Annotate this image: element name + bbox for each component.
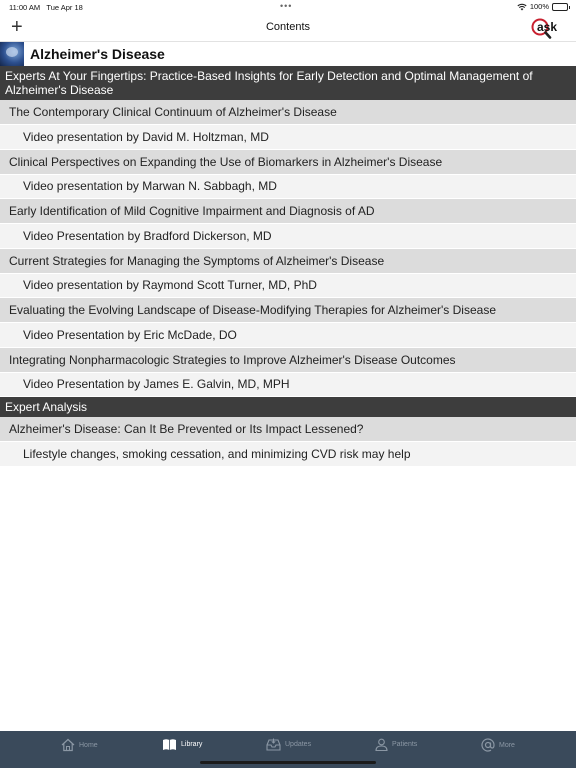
navigation-bar xyxy=(0,14,576,42)
video-row[interactable] xyxy=(0,175,576,200)
row-label: Lifestyle changes, smoking cessation, and minimizing CVD risk may help xyxy=(23,446,411,461)
row-label: Video presentation by David M. Holtzman, MD xyxy=(23,129,269,144)
tab-label: Updates xyxy=(285,741,312,748)
video-row[interactable] xyxy=(0,442,576,467)
row-label: Clinical Perspectives on Expanding the Use of Biomarkers in Alzheimer's Disease xyxy=(9,154,443,169)
article-row[interactable] xyxy=(0,298,576,323)
battery-icon xyxy=(552,3,568,11)
article-row[interactable] xyxy=(0,199,576,224)
status-bar xyxy=(0,0,576,14)
video-row[interactable] xyxy=(0,224,576,249)
video-row[interactable] xyxy=(0,323,576,348)
video-row[interactable] xyxy=(0,373,576,398)
article-row[interactable] xyxy=(0,348,576,373)
book-cover-image xyxy=(0,42,24,66)
article-row[interactable] xyxy=(0,417,576,442)
book-header xyxy=(0,42,576,66)
video-row[interactable] xyxy=(0,125,576,150)
row-label: Evaluating the Evolving Landscape of Disease-Modifying Therapies for Alzheimer's Disease xyxy=(9,303,496,317)
article-row[interactable] xyxy=(0,100,576,125)
row-label: Video Presentation by Bradford Dickerson, MD xyxy=(23,228,272,243)
tab-label: Patients xyxy=(392,741,418,748)
section-header: Expert Analysis xyxy=(0,397,576,417)
home-icon xyxy=(61,738,75,752)
plus-icon[interactable]: + xyxy=(11,16,23,38)
at-icon xyxy=(481,738,495,752)
inbox-icon xyxy=(266,738,281,751)
tab-more[interactable] xyxy=(481,738,515,752)
row-label: Video presentation by Marwan N. Sabbagh, MD xyxy=(23,179,277,194)
ask-logo-icon[interactable] xyxy=(530,17,564,39)
row-label: Early Identification of Mild Cognitive Impairment and Diagnosis of AD xyxy=(9,204,375,218)
svg-text:ask: ask xyxy=(537,20,558,34)
row-label: The Contemporary Clinical Continuum of Alzheimer's Disease xyxy=(9,105,337,119)
article-row[interactable] xyxy=(0,249,576,274)
row-label: Video Presentation by Eric McDade, DO xyxy=(23,327,237,342)
row-label: Alzheimer's Disease: Can It Be Prevented or Its Impact Lessened? xyxy=(9,422,364,436)
tab-updates[interactable] xyxy=(266,738,311,751)
tab-library[interactable] xyxy=(162,738,202,751)
article-row[interactable] xyxy=(0,150,576,175)
status-right xyxy=(517,2,568,11)
tab-label: More xyxy=(499,741,515,749)
tab-label: Library xyxy=(181,741,203,748)
row-label: Video presentation by Raymond Scott Turner, MD, PhD xyxy=(23,278,317,293)
status-time: 11:00 AM Tue Apr 18 xyxy=(9,3,83,12)
page-title: Contents xyxy=(265,21,311,33)
row-label: Video Presentation by James E. Galvin, MD, MPH xyxy=(23,377,290,392)
row-label: Current Strategies for Managing the Symptoms of Alzheimer's Disease xyxy=(9,253,385,268)
tab-label: Home xyxy=(79,741,98,749)
section-header: Experts At Your Fingertips: Practice-Based Insights for Early Detection and Optimal Management of Alzheimer's Disease xyxy=(0,66,576,100)
home-indicator xyxy=(200,761,376,764)
person-icon xyxy=(375,738,388,751)
book-title: Alzheimer's Disease xyxy=(30,46,165,62)
book-icon xyxy=(162,738,177,751)
multitasking-dots[interactable]: ••• xyxy=(280,1,293,11)
wifi-icon xyxy=(517,3,527,11)
video-row[interactable] xyxy=(0,274,576,299)
tab-patients[interactable] xyxy=(375,738,417,751)
battery-percent: 100% xyxy=(529,2,549,11)
row-label: Integrating Nonpharmacologic Strategies to Improve Alzheimer's Disease Outcomes xyxy=(9,352,456,367)
tab-home[interactable] xyxy=(61,738,98,752)
contents-list xyxy=(0,66,576,467)
